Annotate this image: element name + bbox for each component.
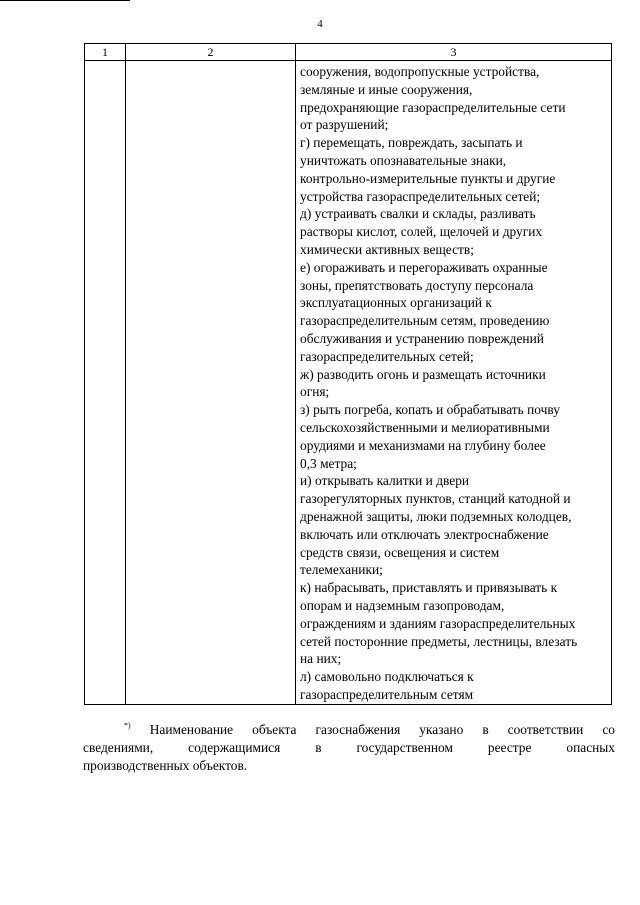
text-line: земляные и иные сооружения, — [300, 81, 473, 97]
text-line: з) рыть погреба, копать и обрабатывать почву — [300, 402, 560, 418]
text-line: дренажной защиты, люки подземных колодцев, — [300, 508, 572, 524]
top-rule — [0, 0, 130, 1]
text-line: средств связи, освещения и систем — [300, 544, 500, 560]
text-line: газораспределительным сетям, проведению — [300, 313, 550, 329]
table-cell-col3 — [296, 61, 612, 705]
text-line: сооружения, водопропускные устройства, — [300, 64, 540, 79]
footnote-line-2: сведениями, содержащимися в государственном реестре опасных — [83, 740, 615, 755]
text-line: л) самовольно подключаться к — [300, 669, 474, 685]
text-line: устройства газораспределительных сетей; — [300, 188, 541, 204]
text-line: и) открывать калитки и двери — [300, 473, 470, 489]
text-line: предохраняющие газораспределительные сети — [300, 99, 566, 115]
text-line: газораспределительным сетям — [300, 686, 474, 702]
table-cell-col2 — [126, 61, 296, 705]
text-line: телемеханики; — [300, 562, 383, 578]
table-header-row — [85, 44, 612, 61]
footnote-line-3: производственных объектов. — [83, 758, 248, 773]
text-line: опорам и надземным газопроводам, — [300, 597, 505, 613]
text-line: ж) разводить огонь и размещать источники — [300, 366, 546, 382]
footnote-line-1 — [83, 721, 615, 739]
text-line: растворы кислот, солей, щелочей и других — [300, 224, 543, 240]
column-header-3: 3 — [296, 44, 612, 61]
text-line: орудиями и механизмами на глубину более — [300, 437, 546, 453]
footnote-text-1: Наименование объекта газоснабжения указано в соответствии со — [149, 722, 615, 737]
document-table — [84, 43, 612, 705]
text-line: зоны, препятствовать доступу персонала — [300, 277, 534, 293]
prohibitions-text — [296, 61, 611, 704]
text-line: от разрушений; — [300, 117, 389, 133]
column-header-1: 1 — [85, 44, 126, 61]
footnote-marker: *) — [124, 721, 131, 730]
text-line: включать или отключать электроснабжение — [300, 526, 549, 542]
text-line: к) набрасывать, приставлять и привязывать к — [300, 580, 558, 596]
text-line: на них; — [300, 651, 342, 667]
table-cell-col1 — [85, 61, 126, 705]
text-line: газорегуляторных пунктов, станций катодной и — [300, 491, 571, 507]
text-line: обслуживания и устранению повреждений — [300, 330, 544, 346]
page-number: 4 — [317, 18, 323, 30]
text-line: огня; — [300, 384, 330, 400]
text-line: г) перемещать, повреждать, засыпать и — [300, 135, 523, 151]
text-line: е) огораживать и перегораживать охранные — [300, 259, 548, 275]
text-line: ограждениям и зданиям газораспределительных — [300, 615, 576, 631]
text-line: уничтожать опознавательные знаки, — [300, 152, 507, 168]
text-line: д) устраивать свалки и склады, разливать — [300, 206, 536, 222]
text-line: химически активных веществ; — [300, 241, 474, 257]
text-line: контрольно-измерительные пункты и другие — [300, 170, 556, 186]
text-line: сетей посторонние предметы, лестницы, влезать — [300, 633, 578, 649]
text-line: газораспределительных сетей; — [300, 348, 474, 364]
footnote — [83, 721, 615, 775]
text-line: эксплуатационных организаций к — [300, 295, 492, 311]
table-row — [85, 61, 612, 705]
text-line: сельскохозяйственными и мелиоративными — [300, 419, 550, 435]
column-header-2: 2 — [126, 44, 296, 61]
text-line: 0,3 метра; — [300, 455, 357, 471]
